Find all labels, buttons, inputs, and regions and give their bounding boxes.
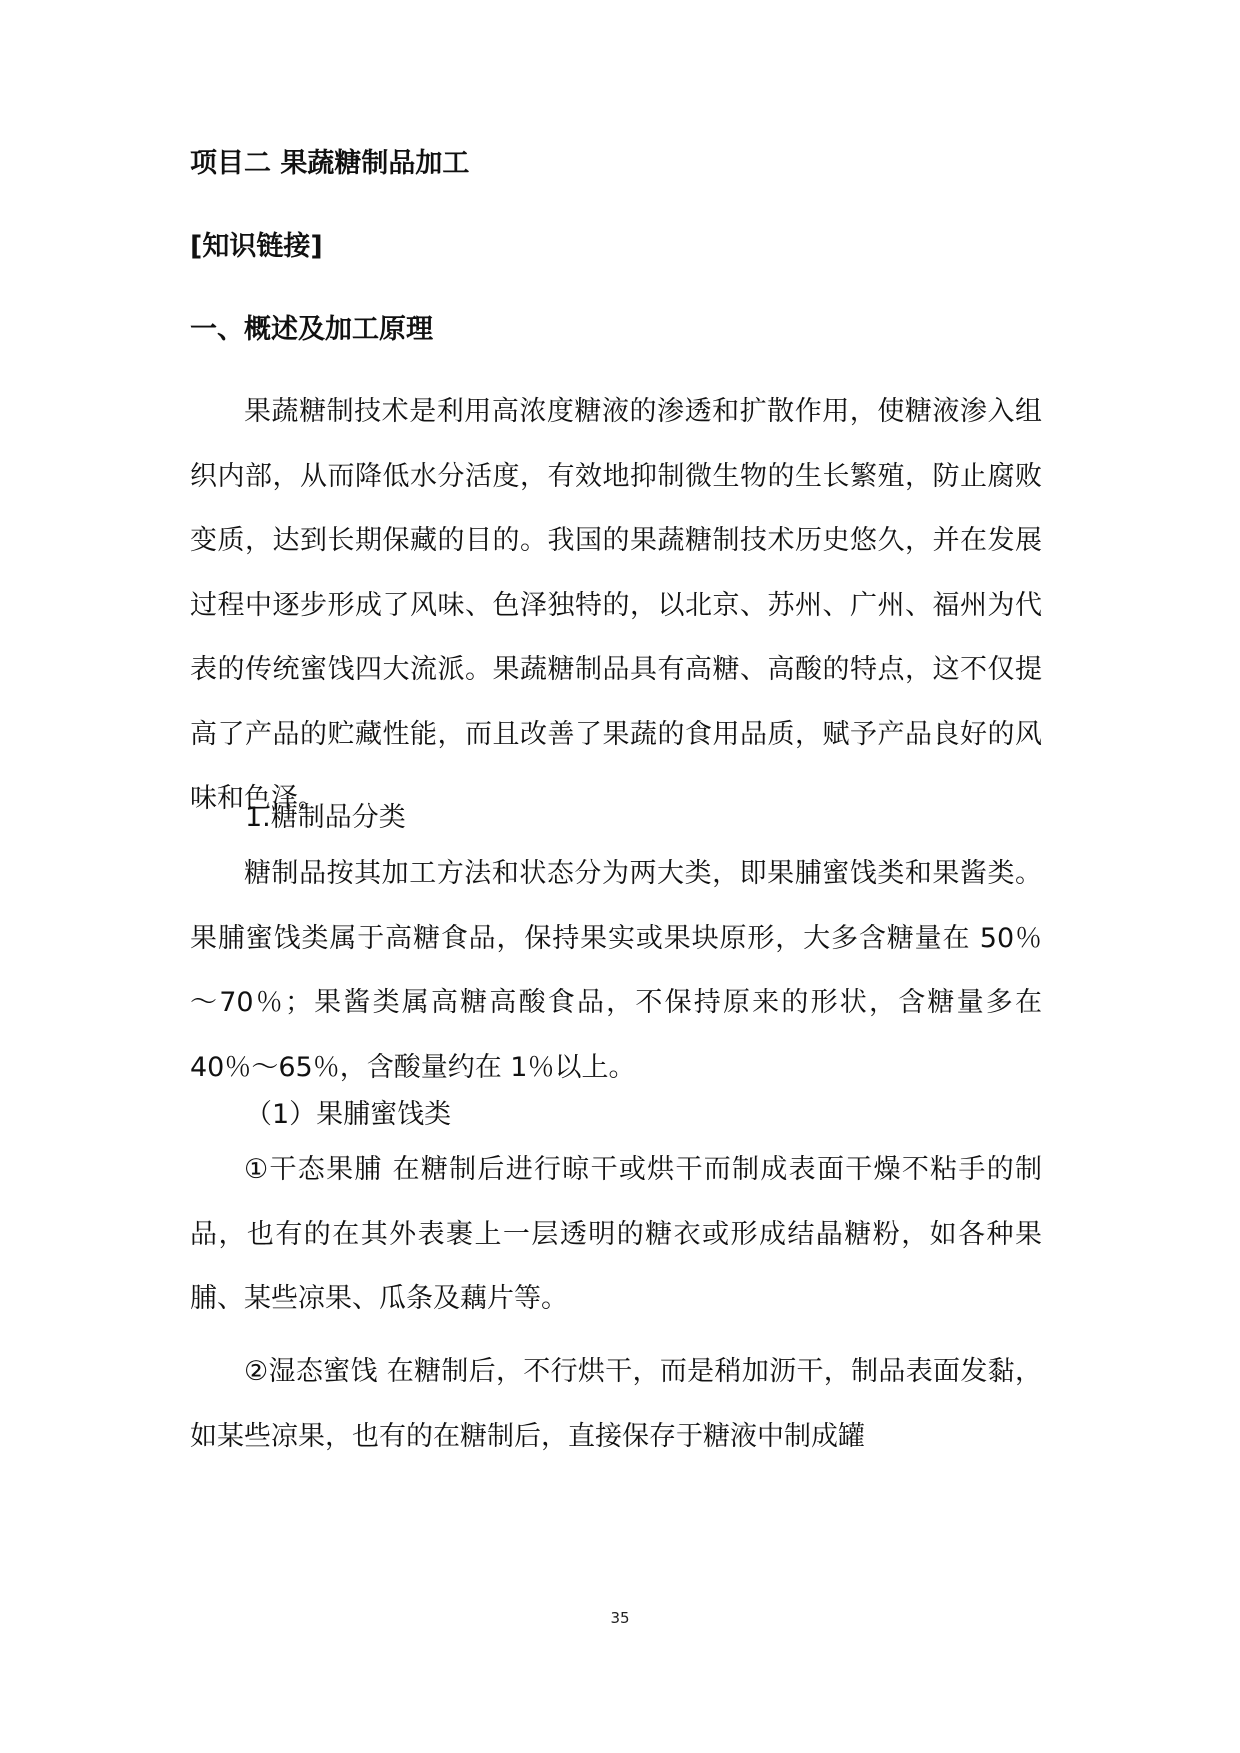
subsection-1-1-title: （1）果脯蜜饯类 (245, 1099, 452, 1130)
section-title: 一、概述及加工原理 (190, 314, 433, 345)
page-number: 35 (610, 1609, 630, 1627)
intro-paragraph: 果蔬糖制技术是利用高浓度糖液的渗透和扩散作用，使糖液渗入组织内部，从而降低水分活度，有效地抑制微生物的生长繁殖，防止腐败变质，达到长期保藏的目的。我国的果蔬糖制技术历史悠久，并在发展过程中逐步形成了风味、色泽独特的，以北京、苏州、广州、福州为代表的传统蜜饯四大流派。果蔬糖制品具有高糖、高酸的特点，这不仅提高了产品的贮藏性能，而且改善了果蔬的食用品质，赋予产品良好的风味和色泽。 (190, 396, 1042, 814)
knowledge-link-heading: [知识链接] (190, 231, 323, 262)
item-2-block (190, 1340, 1042, 1469)
project-title: 项目二 果蔬糖制品加工 (190, 148, 470, 179)
classification-paragraph: 糖制品按其加工方法和状态分为两大类，即果脯蜜饯类和果酱类。果脯蜜饯类属于高糖食品，保持果实或果块原形，大多含糖量在 50％～70％；果酱类属高糖高酸食品，不保持原来的形状，含糖量多在 40％～65％，含酸量约在 1％以上。 (190, 858, 1042, 1083)
item-1-paragraph: ①干态果脯 在糖制后进行晾干或烘干而制成表面干燥不粘手的制品，也有的在其外表裹上一层透明的糖衣或形成结晶糖粉，如各种果脯、某些凉果、瓜条及藕片等。 (190, 1154, 1042, 1314)
classification-block (190, 842, 1042, 1100)
item-2-paragraph: ②湿态蜜饯 在糖制后，不行烘干，而是稍加沥干，制品表面发黏，如某些凉果，也有的在糖制后，直接保存于糖液中制成罐 (190, 1356, 1042, 1452)
subsection-1-title: 1.糖制品分类 (245, 802, 406, 833)
item-1-block (190, 1138, 1042, 1332)
intro-block (190, 380, 1042, 832)
